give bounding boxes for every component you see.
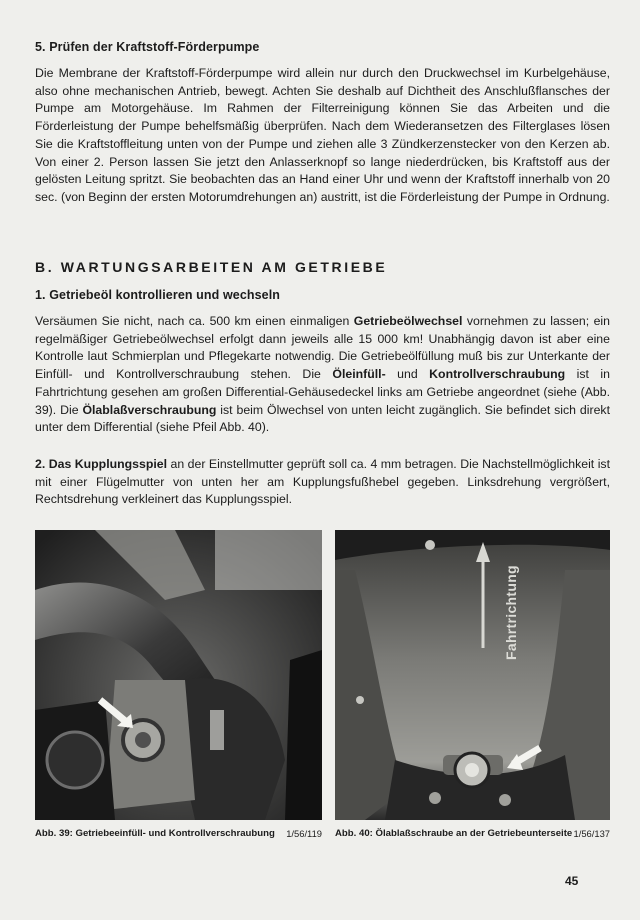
page-number: 45 [565,874,579,888]
direction-label: Fahrtrichtung [503,565,519,660]
heading-fuel-pump-check: 5. Prüfen der Kraftstoff-Förderpumpe [35,40,260,54]
figure-40-caption: Abb. 40: Ölablaßschraube an der Getriebeunterseite 1/56/137 [335,828,610,839]
paragraph-clutch-play: 2. Das Kupplungsspiel an der Einstellmutter geprüft soll ca. 4 mm betragen. Die Nachstellmöglichkeit ist mit einer Flügelmutter von unten her am Kupplungsfußhebel gegeben. Linksdrehung vergrößert, Rechtsdrehung verkleinert das Kupplungsspiel. [35,457,611,507]
heading-gearbox-maintenance: B. WARTUNGSARBEITEN AM GETRIEBE [35,259,388,275]
figure-40-photo [335,530,610,820]
figure-39-caption: Abb. 39: Getriebeeinfüll- und Kontrollverschraubung 1/56/119 [35,828,322,839]
figure-39-photo [35,530,322,820]
paragraph-fuel-pump: Die Membrane der Kraftstoff-Förderpumpe wird allein nur durch den Druckwechsel im Kurbelgehäuse, also ohne mechanischen Antrieb, bewegt. Achten Sie deshalb auf Dichtheit des Anschlußflansches der Pumpe am Motorgehäuse. Im Rahmen der Filterreinigung können Sie das Arbeiten und die Förderleistung der Pumpe behelfsmäßig überprüfen. Nach dem Wiederansetzen des Filterglases lösen Sie die Kraftstoffleitung unten von der Pumpe und ziehen alle 3 Zündkerzenstecker von den Kerzen ab. Von einer 2. Person lassen Sie jetzt den Anlasserknopf so lange niederdrücken, bis Kraftstoff aus der gelösten Leitung spritzt. Sie beobachten das an Hand einer Uhr und wenn der Kraftstoff innerhalb von 20 sec. (von Beginn der ersten Motorumdrehungen an) austritt, ist die Förderleistung der Pumpe in Ordnung. [35,66,610,204]
heading-gear-oil: 1. Getriebeöl kontrollieren und wechseln [35,288,281,302]
paragraph-gear-oil: Versäumen Sie nicht, nach ca. 500 km einen einmaligen Getriebeölwechsel vornehmen zu lassen; ein regelmäßiger Getriebeölwechsel erfolgt dann jeweils alle 15 000 km! Unabhängig davon ist aber eine Kontrolle laut Schmierplan und Pflegekarte notwendig. Die Getriebeölfüllung muß bis zur Unterkante der Einfüll- und Kontrollverschraubung stehen. Die Öleinfüll- und Kontrollverschraubung ist in Fahrtrichtung gesehen am großen Differential-Gehäusedeckel links am Getriebe angeordnet (siehe (Abb. 39). Die Ölablaßverschraubung ist beim Ölwechsel von unten leicht zugänglich. Sie befindet sich direkt unter dem Differential (siehe Pfeil Abb. 40). [35,314,611,435]
figure-39-ref: 1/56/119 [286,828,322,839]
figure-40-ref: 1/56/137 [573,828,610,839]
